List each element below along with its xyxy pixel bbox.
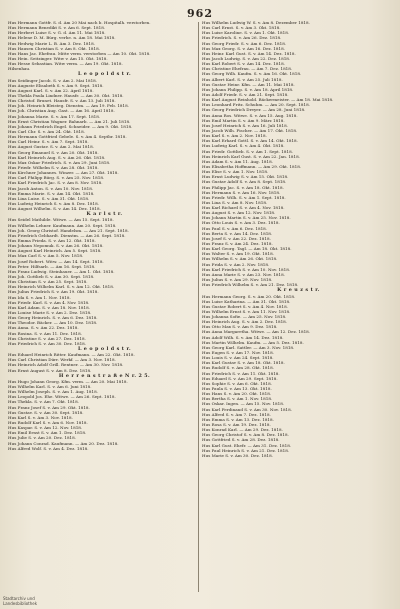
register-entry: Hus Hermann Gottfried Gebele. S. v. Am 4. Septbr. 1818. (8, 134, 127, 140)
register-entry: Hus Max Oskar Friedrich. S. v. Am 29. Juni 1818. (8, 159, 111, 165)
register-entry: Hus Hermann Gottfr. S. d. Am 20 Mai nach b. Hospitalh. verstorben. (8, 20, 151, 25)
register-entry: Hus Elise S. v. Am 1. Nov. 1818. (202, 169, 269, 175)
register-entry: Hus Friedrich S. v. Am 11. Okt. 1818. (202, 370, 280, 376)
register-entry: Hus Gottfried S. v. Am 28. Dez. 1818. (202, 437, 280, 443)
register-entry: Hus Joh. Gottlieb S. v. Am 30. Sept. 1818. (8, 273, 95, 279)
register-entry: Hus Peter. Hilfsarb. — Am 16. Sept. 1818. (8, 263, 96, 269)
register-entry: Hus Julius Friedrich S. v. Am 19. Okt. 1818. (8, 289, 99, 295)
register-entry: Hus Jacob Anton. S. v. Am 10. Nov. 1818. (8, 185, 94, 191)
register-entry: Hus Eugen S. v. Am 17. Nov. 1818. (202, 350, 275, 356)
register-entry: Hus Lina Luise. S. v. Am 31. Okt. 1818. (8, 195, 90, 201)
footer-line: Stadtarchiv und (3, 596, 35, 601)
register-entry: Hus Hesse Sebastian. Witw verm. — Am 19. Okt. 1818. (8, 61, 123, 67)
register-entry: Hus Rosina. S. v. Am 11. Dez. 1818. (8, 330, 83, 336)
register-entry: Hus Carl Chr. S. v. Am 24. Okt. 1818. (8, 129, 86, 134)
register-entry: Hilsenhau. (8, 66, 31, 72)
register-entry: Hus Christof. Brunet. Hausfr. S. v. Am 13. Juli 1818. (8, 98, 116, 104)
footer-line: Landesbibliothek (3, 601, 38, 606)
register-entry: Hus Franz S. v. Am 24. Dez. 1818. (202, 241, 273, 247)
register-entry: Hus Walter S. v. Am 19. Okt. 1818. (202, 251, 274, 257)
register-entry: Hus Adam S. v. Am 11. Aug. 1818. (202, 158, 273, 164)
register-entry: Hus Hedwig Marie L. B. Am 3. Dez. 1818. (8, 40, 96, 46)
register-entry: Hus Hugo Johann Georg. Kfm. verm. — Am 20. Mai 1818. (8, 378, 128, 384)
register-entry: Hus Otto Max S. v. Am 9. Dez. 1818. (202, 324, 278, 330)
register-entry: Hus Adolf Friedr. S. v. Am 21. Sept. 1818. (202, 91, 289, 97)
register-entry: Hus Karl Adam. S. v. Am 18. Nov. 1818. (8, 304, 91, 310)
register-entry: Hus Eduard Heinrich Ritter. Kaufmann. — Am 22. Okt. 1818. (8, 352, 135, 358)
register-entry: Hus Alfred S. v. Am 7. Dez. 1818. (202, 411, 271, 417)
register-entry: Hus Friedr. Wilh. S. v. Am 1. Sept. 1818. (202, 194, 286, 200)
register-entry: Hus Heinrich Wilhelm Karl. S. v. Am 12. Okt. 1818. (8, 284, 115, 290)
register-entry: Hus Johann Friedrich Engel. Schneider. — Am 9. Okt. 1818. (8, 123, 133, 129)
section-heading: L e o p o l d s t r. (77, 71, 132, 78)
register-entry: Hus Ernst Ludwig S. v. Am 15. Okt. 1818. (202, 174, 289, 180)
register-entry: Hus Adolf Wilh. S. v. Am 14. Dez. 1818. (202, 334, 284, 340)
register-entry: Hus Heinrich Karl Gust. S. v. Am 22. Jan. 1818. (202, 153, 301, 159)
footer-credit (3, 596, 37, 606)
register-entry: Hus Karl Gustav S. v. Am 18. Okt. 1818. (202, 360, 285, 366)
register-entry: Hus Georg Wilh. Kaufm. S. v. Am 16. Okt. 1818. (202, 71, 302, 77)
register-entry: Hus Emil Ernst S. v. Am 1. Dez. 1818. (8, 430, 87, 436)
register-entry: Hus Theodor. Bäcker. — Am 10. Dez. 1818. (8, 320, 98, 326)
register-entry: Hus Hans S. v. Am 20. Okt. 1818. (202, 391, 272, 397)
register-entry: Hus Heinrich Aug. S. v. Am 2. Dez. 1818. (202, 319, 288, 325)
register-entry: Hus Karl Erhard Gottl. S. v. Am 14. Okt. 1818. (202, 138, 298, 144)
register-entry: Hus Friedrich Gebhardt. Dienstm. — Am 26. Sept. 1818. (8, 232, 126, 238)
register-entry: Hus Friedr. Karl. S. v. Am 4. Nov. 1818. (8, 299, 90, 305)
register-entry: Hus Jacob Wilh. Fischer. — Am 17. Okt. 1818. (202, 127, 298, 133)
register-entry: Hus Rosa S. v. Am 19. Dez. 1818. (202, 422, 271, 428)
register-entry: Hus Philipp Jac. S. v. Am 18. Okt. 1818. (202, 184, 284, 190)
right-column (202, 20, 395, 458)
section-heading: L e o p o l d s t r. (77, 345, 132, 352)
register-entry: Hus Anna. S. v. Am 22. Dez. 1818. (8, 325, 79, 331)
register-entry: Hus Kaspar. S. v. Am 12. Nov. 1818. (8, 425, 83, 431)
register-entry: Hus Joh. Christian Aug. Gast. — Am 16. April 1818. (8, 108, 115, 114)
register-entry: Hus Joh. Georg Christof. Handelsm. — Am 21. Sept. 1818. (8, 227, 129, 233)
register-entry: Hus Hermann S. v. Am 16. Nov. 1818. (202, 189, 281, 195)
column-divider (198, 22, 199, 592)
register-entry: Hus Bertha S. v. Am 1. Nov. 1818. (202, 396, 273, 402)
register-entry: Hus Seidinger Jacob. S. v. Am 2. Mai 1818. (8, 77, 98, 83)
register-entry: Hus Heinrich Adolf Grill. Rentner. — Am 30. Nov. 1818. (8, 362, 124, 368)
register-entry: Hus Franz Ludwig. Steinhauer. — Am 1. Okt. 1818. (8, 268, 115, 274)
register-entry: Hus Josef Robert. Witw. — Am 14. Sept. 1818. (8, 258, 104, 264)
register-entry: Hus Georg Emanuel S. v. Am 20. Okt. 1818. (8, 149, 99, 155)
register-entry: Hus Hausen Christian S. v. Am 8. Okt. 1818. (8, 45, 101, 51)
register-entry: Hus Herbert Luise S. v. G. d. Am 11. Mai 1818. (8, 30, 106, 36)
section-heading: K a r l s t r. (86, 211, 123, 218)
register-entry: Hus Paula S. v. Am 13. Okt. 1818. (202, 386, 272, 392)
register-entry: Hus Franz Josef S. v. Am 29. Okt. 1818. (8, 404, 90, 410)
register-entry: Hus Elisabetha Hoffmann. — Am 29. Okt. 1818. (202, 163, 302, 169)
register-entry: Hus Luise Katharina. — Am 31. Okt. 1818. (202, 298, 291, 304)
register-entry: Hus Konrad Karl. — Am 29. Dez. 1818. (202, 427, 283, 433)
register-entry: Hus Seidel Mathilde. Witwe. — Am 15. Sept. 1818. (8, 217, 114, 223)
register-entry: Hus Otto Louis S. v. Am 3. Dez. 1818. (202, 220, 280, 226)
register-entry: Hus Albert Karl. S. v. Am 25. Juli 1818. (202, 76, 283, 82)
register-entry: Hus Josef S. v. Am 22. Dez. 1818. (202, 235, 271, 241)
register-entry: Hus Hans Jac. Ehefrau. Mitte verm. verstorben — Am 10. Okt. 1818. (8, 50, 151, 56)
register-entry: Hus Christine Ehefrau. — Am 7. Dez. 1818. (202, 66, 293, 72)
register-entry: Hus Carl Heinr. S. v. Am 7. Sept. 1818. (8, 139, 89, 145)
register-entry: Hus Marie S. v. Am 30. Dez. 1818. (202, 452, 274, 458)
register-entry: Hus Friedrich. S. v. Am 26. Dez. 1818. (202, 35, 282, 41)
register-entry: Hus Carl Philipp Bürg. S. v. Am 25. Nov. 1818. (8, 175, 105, 181)
register-entry: Hus Jacob Ludwig. S. v. Am 22. Dez. 1818. (202, 55, 291, 61)
register-entry: Hus Ludwig Heinrich S. v. Am 8. Dez. 1818. (8, 200, 99, 206)
register-entry: Hus Friedrich S. v. Am 30. Dez. 1818. (8, 340, 87, 346)
register-entry: Hus Lina S. v. Am 8. Nov. 1818. (202, 199, 268, 205)
register-entry: Hus August Karl. S. v. Am 22. April 1818. (8, 87, 94, 93)
register-entry: Hus Max Carl S. v. Am 5. Nov. 1818. (8, 253, 84, 259)
register-entry: Hus August Wilhelm. S. v. Am 14. Dez. 1818. (8, 206, 101, 212)
register-entry: Hus Johanna Marie. S. v. Am 17. Sept. 1818. (8, 113, 101, 119)
register-entry: Hus Gustav Robert S. v. Am 4. Nov. 1818. (202, 303, 289, 309)
register-entry: Hus Julius S. v. Am 29. Nov. 1818. (202, 277, 273, 283)
register-entry: Hus Karl Georg. Tagl. — Am 18. Okt. 1818. (202, 246, 292, 252)
register-entry: Hus Paul Heinrich S. v. Am 21. Dez. 1818. (202, 447, 290, 453)
register-entry: Hus Ludwig Karl. S. v. Am 4. Okt. 1818. (202, 143, 285, 149)
register-entry: Hus Julie S. v. Am 20. Dez. 1818. (8, 435, 77, 441)
register-entry: Hus Gustav Heinr. Kfm. — Am 11. Mai 1818. (202, 81, 295, 87)
section-heading: H e r r e n s t r a ß e N r. 2 5. (58, 372, 151, 379)
register-entry: Hus Georg Heinrich. S. v. Am 6. Dez. 1818. (8, 315, 98, 321)
register-entry: Hus August S. v. Am 12. Nov. 1818. (202, 210, 276, 216)
register-entry: Hus Hermann Georg. S. v. Am 20. Okt. 1818. (202, 293, 296, 299)
page-number: 962 (187, 7, 213, 20)
register-entry: Hus August Gustav. S. v. Am 2. Mai 1818. (8, 144, 95, 150)
register-entry: Hus Karl Gust. Ehefr. — Am 31. Dez. 1818. (202, 442, 292, 448)
register-entry: Hus Hermann Benedikt S. v. Am 6. Sept. 1818. (8, 25, 106, 31)
register-entry: Hus Karl Heinrich Aug. S. v. Am 26. Okt. 1818. (8, 154, 106, 160)
register-entry: Hus Wilhelm Ludwig W. S. v. Am 8. Dezember 1818. (202, 20, 310, 25)
register-entry: Hus Leonhard Fritz. Schuhm. — Am 20. Sept. 1818. (202, 102, 310, 108)
register-entry: Hus Martin Wilhelm. Kaufm. — Am 5. Dez. 1818. (202, 339, 304, 345)
register-entry: Hus Wilhelm Lehner. Kaufmann. Am 20. Sept. 1818. (8, 222, 117, 228)
register-entry: Hus Alfred Wolf. S. v. Am 4. Dez. 1818. (8, 445, 89, 451)
register-entry: Hus Frida S. v. Am 2. Nov. 1818. (202, 261, 270, 267)
register-entry: Hus Luise Karoline. S. v. Am 1. Okt. 1818. (202, 30, 290, 36)
register-entry: Hus Christian S. v. Am 25. Sept. 1818. (8, 279, 88, 285)
register-entry: Hus Wilhelm Joseph. S. v. Am 1. Aug. 1818. (8, 389, 98, 395)
register-entry: Hus Karl August Reinhold. Bäckermeister. — Am 18. Mai 1818. (202, 97, 334, 103)
register-entry: Hus Georg Friedr. S. v. Am 6. Dez. 1818. (202, 40, 287, 46)
register-entry: Hus Eduard S. v. Am 29. Sept. 1818. (202, 375, 278, 381)
register-entry: Hus Louise Marie S. v. Am 2. Dez. 1818. (8, 309, 92, 315)
register-entry: Hus Friedrich Wilhelm S. v. Am 21. Dez. 1818. (202, 282, 299, 288)
register-entry: Hus Rudolf S. v. Am 28. Okt. 1818. (202, 365, 274, 371)
register-entry: Hus Georg Christof S. v. Am 8. Dez. 1818. (202, 432, 289, 438)
left-column (8, 20, 201, 451)
register-entry: Hus Ernst Christian Wagner. Bahnarb. — Am 21. Juli 1818. (8, 118, 131, 124)
register-entry: Hus Carl Christian Dürr. Werkf. — Am 3. Nov. 1818. (8, 357, 116, 363)
register-entry: Hus Georg Karl. Sattler. — Am 3. Nov. 1818. (202, 344, 295, 350)
register-entry: Hus Sophie S. v. Am 6. Okt. 1818. (202, 380, 273, 386)
register-entry: Hus Leopold Jos. Ehe. Witwe. — Am 26. Sept. 1818. (8, 394, 116, 400)
register-entry: Hus Karl Richard S. v. Am 4. Nov. 1818. (202, 205, 285, 211)
register-entry: Hus Helene D. M. Bürg. verhe. n. Am 18. Mai 1818. (8, 35, 116, 41)
register-entry: Hus Emil Martin S. v. Am 9. März 1818. (202, 117, 285, 123)
register-entry: Hus Paul S. v. Am 6. Dez. 1818. (202, 225, 268, 231)
section-heading: K r e u z s t r. (277, 287, 320, 294)
register-entry: Hus Emma Frieda. S. v. Am 12. Okt. 1818. (8, 238, 96, 243)
register-entry: Hus Anna Marie S. v. Am 23. Nov. 1818. (202, 271, 286, 277)
register-entry: Hus Johann Conrad. Kaufmann. — Am 20. Dez. 1818. (8, 440, 119, 446)
register-entry: Hus Heinr. Karl Gust. S. v. Am 14. Dez. 1818. (202, 50, 296, 56)
register-entry: Hus Johann Philipp. S. v. Am 18. April 1818. (202, 86, 294, 92)
register-entry: Hus Joh. Heinrich Bleisteg. Dienstm. — Am 19. Feb. 1818. (8, 103, 130, 109)
register-entry: Hus Emma S. v. Am 13. Dez. 1818. (202, 416, 274, 422)
register-entry: Hus Wilhelm Ernst S. v. Am 11. Nov. 1818. (202, 308, 291, 314)
register-entry: Hus Wilhelm Karl. S. v. Am 6. Juni 1818. (8, 384, 92, 390)
register-entry: Hus Ernst August S. v. Am 8. Dez. 1818. (8, 367, 92, 373)
register-entry: Hus Karl S. v. Am 2. Nov. 1818. (202, 133, 267, 139)
register-entry: Hus Johanna Sofie. — Am 25. Nov. 1818. (202, 314, 287, 320)
register-entry: Hus Karl S. v. Am 3. Nov. 1818. (8, 414, 73, 420)
register-entry: Hus Thekla. S. v. Am 7. Okt. 1818. (8, 399, 80, 405)
register-entry: Hus Hein. Seitzinger. Witw v. Am 15. Okt. 1818. (8, 55, 108, 61)
register-entry: Hus Karl Friedrich Jac. S. v. Am 8. Nov. 1818. (8, 180, 103, 186)
register-entry: Hus Max Georg. S. v. Am 16. Dez. 1818. (202, 45, 286, 51)
register-entry: Hus Karl Friedrich S. v. Am 10. Nov. 1818. (202, 266, 291, 272)
register-entry: Hus Anna Margaretha. Witwe. — Am 12. Dez. 1818. (202, 329, 311, 335)
register-entry: Hus Friedr. Gottlieb. S. v. Am 1. Sept. 1818. (202, 148, 294, 154)
register-entry: Hus Berta S. v. Am 14. Dez. 1818. (202, 230, 273, 236)
register-entry: Hus Carl Ernst. S. v. Am 3. Okt. 1818. (202, 25, 281, 31)
register-entry: Hus Anna Ros. Witwe. S. v. Am 15. Aug. 1818. (202, 112, 298, 118)
register-entry: Hus Kirchner Johannes. Winzer. — Am 27. Okt. 1818. (8, 170, 119, 176)
register-entry: Hus Gustav Adolf S. v. Am 8. Sept. 1818. (202, 179, 287, 185)
register-entry: Hus Karl Ferdinand S. v. Am 30. Nov. 1818. (202, 406, 293, 412)
register-entry: Hus Rudolf Karl S. v. Am 6. Nov. 1818. (8, 420, 88, 426)
register-entry: Hus Georg Friedrich Dreyer. — Am 28. Juni 1818. (202, 107, 306, 113)
register-entry: Hus Karl Robert S. v. Am 14. Dez. 1818. (202, 61, 285, 67)
register-entry: Hus Wilhelm S. v. Am 26. Okt. 1818. (202, 256, 278, 262)
register-entry: Hus Johann Nepomuk. S. v. Am 26. Okt. 1818. (8, 243, 104, 249)
register-entry: Hus Johann Martin S. v. Am 25. Nov. 1818. (202, 215, 291, 221)
register-entry: Hus Emma Marie. S. v. Am 14. Okt. 1818. (8, 190, 95, 196)
register-entry: Hus August Karl Heinrich. Am 5. Sept. 1818. (8, 248, 102, 254)
register-entry: Hus Louis S. v. Am 24. Sept. 1818. (202, 355, 274, 361)
register-entry: Hus Auguste Elisabeth S. v. Am 9. Sept. 1818. (8, 82, 104, 88)
register-entry: Hus Thekla Paula Lindner. Hausfr. — Am 30. Okt. 1818. (8, 93, 124, 99)
register-entry: Hus Ida S. v. Am 1. Nov. 1818. (8, 294, 71, 300)
register-entry: Hus Friedr. Wilhelm S. v. Am 28. Okt. 1818. (8, 164, 99, 170)
register-entry: Hus Josef Heinrich S. v. Am 16. Juli 1818. (202, 122, 289, 128)
register-entry: Hus Gustav. S. v. Am 30. Sept. 1818. (8, 409, 84, 415)
register-entry: Hus Oskar. Ingen. — Am 15. Nov. 1818. (202, 401, 285, 407)
register-entry: Hus Christine S. v. Am 27. Dez. 1818. (8, 335, 86, 341)
